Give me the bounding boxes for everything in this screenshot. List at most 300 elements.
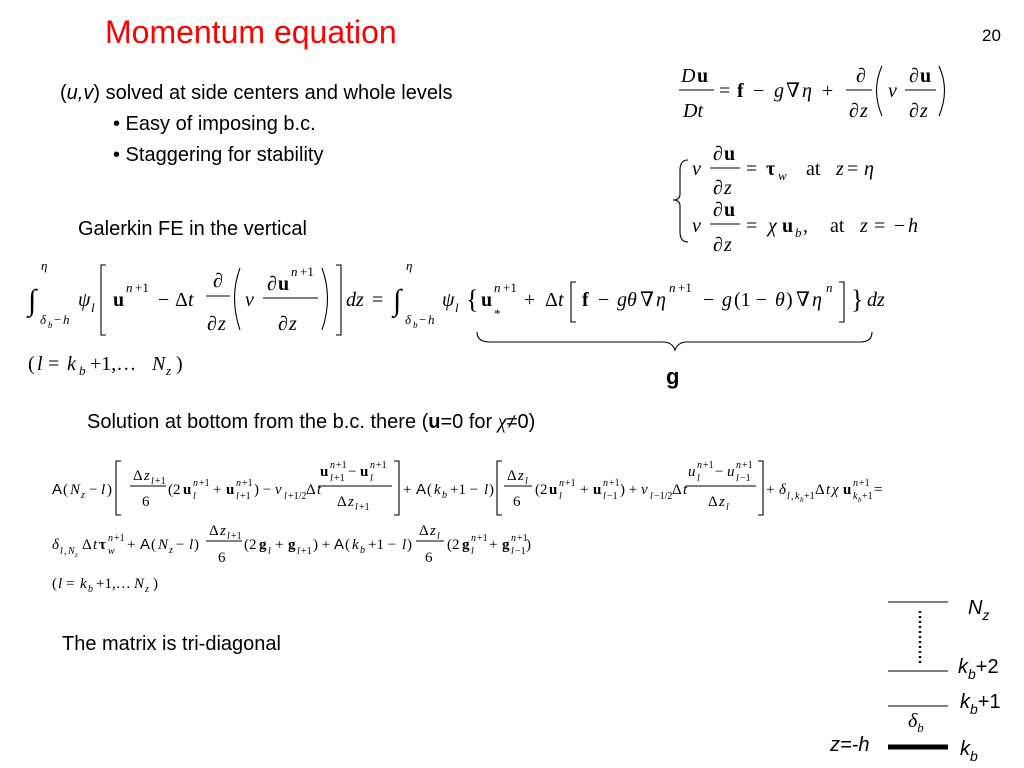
svg-text:l: l [151, 476, 154, 487]
svg-text:+1: +1 [376, 460, 387, 471]
svg-text:D: D [681, 65, 696, 87]
svg-text:g: g [774, 80, 784, 102]
svg-text:h: h [63, 312, 70, 327]
svg-text:(2: (2 [244, 537, 257, 553]
level-label-top-sub: z [982, 607, 990, 623]
intro-prefix: ( [60, 82, 67, 104]
svg-text:n: n [330, 460, 335, 471]
level-label-top-main: N [968, 597, 983, 619]
svg-text:−: − [703, 289, 715, 311]
svg-text:6: 6 [218, 550, 226, 566]
svg-text:): ) [786, 289, 793, 311]
svg-text:l: l [402, 537, 407, 553]
bottom-z-label [830, 734, 869, 757]
svg-text:u: u [782, 215, 794, 237]
svg-text:−: − [419, 312, 427, 327]
svg-text:−1: −1 [740, 473, 751, 484]
svg-text:u: u [481, 289, 493, 311]
svg-text:u: u [724, 199, 736, 221]
svg-text:∂: ∂ [713, 177, 723, 199]
svg-text:l: l [525, 476, 528, 487]
svg-text:u: u [113, 289, 125, 311]
level-label-top [968, 597, 990, 623]
svg-text:−: − [54, 312, 62, 327]
svg-text:z: z [860, 100, 868, 122]
delta-b-main: δ [908, 710, 918, 732]
svg-text:b: b [858, 496, 862, 504]
svg-text:=: = [719, 80, 731, 102]
svg-text:η: η [802, 80, 812, 102]
svg-text:∂: ∂ [267, 273, 277, 295]
svg-text:w: w [778, 168, 787, 183]
svg-text:l: l [101, 482, 106, 498]
svg-text:∇: ∇ [640, 289, 654, 311]
svg-text:−1/2: −1/2 [654, 491, 673, 502]
svg-text:+: + [213, 482, 222, 498]
level-label-kb2 [958, 656, 999, 682]
svg-text:t: t [826, 482, 831, 498]
svg-text:Δ: Δ [133, 468, 143, 484]
svg-text:): ) [489, 482, 494, 498]
svg-text:u: u [697, 65, 709, 87]
svg-text:l: l [484, 482, 489, 498]
svg-text:(2: (2 [168, 482, 181, 498]
svg-text:u: u [724, 143, 736, 165]
svg-text:l: l [736, 473, 739, 484]
svg-text:u: u [183, 482, 192, 498]
svg-text:Δ: Δ [82, 537, 92, 553]
svg-text:∂: ∂ [856, 65, 866, 87]
svg-text:l: l [455, 300, 459, 315]
svg-text:+1,…: +1,… [96, 576, 131, 592]
svg-text:) +: ) + [313, 537, 331, 553]
svg-text:+1: +1 [135, 280, 149, 295]
level-label-kb1 [960, 691, 1001, 717]
svg-text:θ: θ [775, 289, 785, 311]
svg-text:z: z [81, 490, 85, 501]
svg-text:−: − [348, 464, 357, 480]
svg-text:k: k [67, 353, 76, 375]
svg-text:∇: ∇ [786, 80, 800, 102]
svg-text:z: z [218, 313, 226, 335]
svg-text:b: b [360, 545, 365, 556]
level-label-kb1-sub: b [970, 701, 978, 717]
svg-text:∫: ∫ [28, 284, 37, 317]
svg-text:l: l [437, 531, 440, 542]
svg-text:) −: ) − [254, 482, 272, 498]
svg-text:) +: ) + [620, 482, 638, 498]
svg-text:u: u [843, 482, 852, 498]
svg-text:=: = [746, 158, 758, 180]
svg-text:l: l [189, 537, 194, 553]
svg-text:z: z [289, 313, 297, 335]
svg-text:n: n [494, 280, 501, 295]
svg-text:dz: dz [867, 289, 885, 311]
svg-text:ν: ν [275, 482, 282, 498]
svg-text:=: = [874, 482, 883, 498]
svg-text:l: l [284, 491, 287, 502]
svg-text:): ) [107, 482, 112, 498]
svg-text:z: z [348, 494, 354, 510]
svg-text:Δ: Δ [306, 482, 316, 498]
svg-text:+1: +1 [359, 502, 370, 513]
svg-text:(: ( [52, 576, 57, 592]
svg-text:at: at [830, 215, 845, 237]
svg-text:+1: +1 [609, 478, 620, 489]
svg-text:n: n [511, 533, 516, 544]
svg-text:+: + [524, 289, 536, 311]
svg-text:−: − [89, 482, 98, 498]
svg-text:l: l [330, 473, 333, 484]
svg-text:l: l [787, 491, 790, 502]
svg-text:=: = [746, 215, 758, 237]
svg-text:l: l [355, 502, 358, 513]
svg-text:t: t [558, 289, 564, 311]
svg-text:∂: ∂ [909, 65, 919, 87]
svg-text:−: − [753, 80, 765, 102]
svg-text:=: = [847, 158, 859, 180]
level-label-kb2-suffix: +2 [975, 656, 999, 678]
svg-text:k: k [853, 491, 858, 502]
svg-text:(: ( [63, 482, 68, 498]
svg-text:at: at [806, 158, 821, 180]
svg-text:+1: +1 [231, 531, 242, 542]
solution-end: ≠0) [506, 411, 536, 433]
svg-text:z: z [836, 158, 844, 180]
svg-text:N: N [70, 482, 81, 498]
svg-text:): ) [407, 537, 412, 553]
svg-text:χ: χ [832, 482, 839, 498]
svg-text:+1 −: +1 − [450, 482, 479, 498]
bullet-item-2: • Staggering for stability [113, 144, 324, 166]
svg-text:Δ: Δ [708, 494, 718, 510]
svg-text:(: ( [28, 353, 35, 375]
svg-text:n: n [236, 478, 241, 489]
svg-text:l: l [236, 491, 239, 502]
level-label-kb-k: k [960, 738, 970, 760]
svg-text:∂: ∂ [849, 100, 859, 122]
svg-text:Δ: Δ [815, 482, 825, 498]
svg-text:A: A [416, 481, 427, 498]
svg-text:n: n [603, 478, 608, 489]
svg-text:η: η [656, 289, 666, 311]
svg-text:+1: +1 [155, 476, 166, 487]
svg-text:z: z [166, 363, 172, 378]
svg-text:ψ: ψ [442, 289, 455, 311]
bullet-item-1: • Easy of imposing b.c. [113, 113, 316, 135]
svg-text:6: 6 [513, 494, 521, 510]
svg-text:(: ( [427, 482, 432, 498]
svg-text:N: N [134, 576, 145, 592]
svg-text:n: n [669, 280, 676, 295]
svg-text:δ: δ [40, 312, 47, 327]
solution-prefix: Solution at bottom from the b.c. there ( [87, 411, 429, 433]
svg-text:ν: ν [641, 482, 648, 498]
svg-text:ψ: ψ [78, 289, 91, 311]
svg-text:l: l [37, 353, 43, 375]
level-label-kb-sub: b [970, 748, 978, 764]
svg-text:Δ: Δ [209, 523, 219, 539]
svg-text:Δ: Δ [419, 523, 429, 539]
svg-text:l: l [227, 531, 230, 542]
delta-b-sub: b [917, 720, 924, 735]
svg-text:z: z [518, 468, 524, 484]
svg-text:): ) [176, 353, 183, 375]
level-label-kb1-suffix: +1 [977, 691, 1001, 713]
svg-text:g: g [502, 537, 510, 553]
svg-text:z: z [169, 545, 173, 556]
svg-text:+1 −: +1 − [368, 537, 397, 553]
svg-text:Δ: Δ [672, 482, 682, 498]
level-label-kb2-k: k [958, 656, 968, 678]
svg-text:+: + [489, 537, 498, 553]
svg-text:ν: ν [888, 80, 897, 102]
svg-text:b: b [88, 584, 93, 595]
svg-text:−: − [894, 215, 906, 237]
intro-vars: u,v [66, 82, 94, 104]
svg-text:n: n [193, 478, 198, 489]
svg-text:n: n [291, 264, 298, 279]
svg-text:+1: +1 [199, 478, 210, 489]
matrix-note: The matrix is tri-diagonal [62, 633, 281, 655]
svg-text:l: l [697, 473, 700, 484]
svg-text:z: z [724, 177, 732, 199]
svg-text:∂: ∂ [213, 270, 223, 292]
svg-text:∫: ∫ [393, 284, 402, 317]
svg-text:k: k [795, 491, 800, 502]
svg-text:+: + [580, 482, 589, 498]
svg-text:+1: +1 [517, 533, 528, 544]
svg-text:{: { [466, 285, 479, 314]
svg-text:u: u [593, 482, 602, 498]
svg-text:η: η [41, 258, 48, 273]
svg-text:=: = [874, 215, 886, 237]
svg-text:,: , [64, 546, 67, 557]
svg-text:l: l [603, 491, 606, 502]
svg-text:k: k [80, 576, 87, 592]
svg-text:l: l [91, 300, 95, 315]
svg-text:−: − [176, 537, 185, 553]
svg-text:N: N [158, 537, 169, 553]
slide-title: Momentum equation [105, 14, 397, 50]
svg-text:z: z [860, 215, 868, 237]
svg-text:g: g [288, 537, 296, 553]
level-label-kb [960, 738, 978, 764]
svg-text:−: − [715, 464, 724, 480]
svg-text:u: u [320, 464, 329, 480]
svg-text:+1: +1 [114, 533, 125, 544]
svg-text:l: l [58, 576, 63, 592]
svg-text:∂: ∂ [278, 313, 288, 335]
svg-text:−1: −1 [607, 491, 618, 502]
svg-text:t: t [188, 289, 194, 311]
svg-text:+1: +1 [678, 280, 692, 295]
svg-text:h: h [908, 215, 918, 237]
svg-text:Δ: Δ [545, 289, 558, 311]
svg-text:−: − [158, 289, 170, 311]
svg-text:,: , [791, 491, 794, 502]
svg-text:u: u [727, 464, 735, 480]
svg-text:u: u [688, 464, 696, 480]
svg-text:l: l [193, 491, 196, 502]
svg-text:f: f [737, 80, 744, 102]
svg-text:z: z [220, 523, 226, 539]
svg-text:+1: +1 [477, 533, 488, 544]
svg-text:l: l [471, 546, 474, 557]
svg-text:6: 6 [425, 550, 433, 566]
svg-text:N: N [152, 353, 166, 375]
svg-text:g: g [722, 289, 732, 311]
bottom-z-text: z=-h [830, 734, 870, 756]
svg-text:ν: ν [245, 289, 254, 311]
svg-text:+1: +1 [301, 546, 312, 557]
svg-text:l: l [559, 491, 562, 502]
svg-text:u: u [360, 464, 369, 480]
svg-text:δ: δ [779, 482, 786, 498]
svg-text:+1: +1 [336, 460, 347, 471]
svg-text:t: t [683, 482, 688, 498]
svg-text:l: l [297, 546, 300, 557]
svg-text:+1: +1 [503, 280, 517, 295]
svg-text:n: n [559, 478, 564, 489]
svg-text:): ) [526, 537, 531, 553]
svg-text:l: l [726, 502, 729, 513]
page-number: 20 [982, 26, 1001, 45]
svg-text:l: l [268, 546, 271, 557]
svg-text:(1 −: (1 − [734, 289, 767, 311]
svg-text:+1/2: +1/2 [288, 491, 307, 502]
svg-text:dz: dz [346, 289, 364, 311]
svg-text:z: z [724, 234, 732, 256]
svg-text:+1: +1 [703, 460, 714, 471]
svg-text:u: u [278, 273, 290, 295]
svg-text:f: f [582, 289, 589, 311]
svg-text:∂: ∂ [713, 143, 723, 165]
svg-text:τ: τ [99, 537, 106, 553]
svg-text:u: u [549, 482, 558, 498]
svg-text:b: b [795, 225, 802, 240]
svg-text:b: b [48, 320, 53, 330]
solution-bold: u [428, 411, 441, 433]
svg-text:δ: δ [405, 312, 412, 327]
svg-text:k: k [434, 482, 441, 498]
delta-b-label [908, 710, 924, 733]
svg-text:(2: (2 [535, 482, 548, 498]
svg-text:+1: +1 [804, 491, 815, 502]
svg-text:z: z [430, 523, 436, 539]
svg-text:z: z [920, 100, 928, 122]
svg-text:χ: χ [768, 215, 777, 237]
svg-text:A: A [52, 481, 63, 498]
svg-text:g: g [259, 537, 267, 553]
svg-text:z: z [75, 551, 78, 559]
svg-text:b: b [442, 490, 447, 501]
level-label-kb1-k: k [960, 691, 970, 713]
svg-text:+: + [127, 537, 136, 553]
svg-text:η: η [812, 289, 822, 311]
svg-text:+1: +1 [242, 478, 253, 489]
svg-text:t: t [93, 537, 98, 553]
svg-text:ν: ν [692, 158, 701, 180]
svg-text:): ) [153, 576, 158, 592]
svg-text:b: b [413, 320, 418, 330]
svg-text:h: h [428, 312, 435, 327]
svg-text:+1: +1 [859, 478, 870, 489]
svg-text:∂: ∂ [207, 313, 217, 335]
svg-text:+: + [766, 482, 775, 498]
svg-text:u: u [226, 482, 235, 498]
svg-text:g: g [462, 537, 470, 553]
svg-text:b: b [79, 363, 86, 378]
svg-text:u: u [920, 65, 932, 87]
intro-suffix: ) solved at side centers and whole levels [93, 82, 453, 104]
svg-text:l: l [370, 473, 373, 484]
svg-text:+: + [275, 537, 284, 553]
svg-text:k: k [352, 537, 359, 553]
level-label-kb2-sub: b [968, 666, 976, 682]
svg-text:N: N [68, 546, 75, 557]
svg-text:z: z [145, 584, 149, 595]
svg-text:+1: +1 [334, 473, 345, 484]
svg-text:}: } [851, 285, 864, 314]
svg-text:*: * [494, 306, 501, 321]
svg-text:Δ: Δ [507, 468, 517, 484]
svg-text:z: z [144, 468, 150, 484]
svg-text:ν: ν [692, 215, 701, 237]
svg-text:A: A [140, 536, 151, 553]
svg-text:(: ( [151, 537, 156, 553]
svg-text:l: l [511, 546, 514, 557]
svg-text:Δ: Δ [175, 289, 188, 311]
svg-text:∂: ∂ [713, 199, 723, 221]
svg-text:gθ: gθ [617, 289, 637, 311]
svg-text:+1: +1 [300, 264, 314, 279]
svg-text:=: = [66, 576, 75, 592]
svg-text:n: n [826, 280, 833, 295]
svg-text:n: n [471, 533, 476, 544]
svg-text:=: = [372, 289, 384, 311]
svg-text:+: + [822, 80, 834, 102]
svg-text:n: n [126, 280, 133, 295]
svg-text:A: A [334, 536, 345, 553]
svg-text:b: b [800, 496, 804, 504]
svg-text:Dt: Dt [683, 100, 703, 122]
svg-text:−: − [598, 289, 610, 311]
svg-text:n: n [370, 460, 375, 471]
svg-text:+1: +1 [565, 478, 576, 489]
svg-text:+1: +1 [862, 491, 873, 502]
svg-text:η: η [406, 258, 413, 273]
svg-text:(: ( [345, 537, 350, 553]
solution-suffix: =0 for [440, 411, 498, 433]
svg-text:∂: ∂ [713, 234, 723, 256]
svg-text:η: η [864, 158, 874, 180]
svg-text:n: n [736, 460, 741, 471]
svg-text:n: n [108, 533, 113, 544]
svg-text:∇: ∇ [796, 289, 810, 311]
svg-text:,: , [803, 215, 808, 237]
svg-text:−1: −1 [515, 546, 526, 557]
svg-text:n: n [853, 478, 858, 489]
galerkin-label: Galerkin FE in the vertical [78, 218, 307, 240]
g-label: g [666, 364, 680, 389]
svg-text:l: l [650, 491, 653, 502]
svg-text:∂: ∂ [909, 100, 919, 122]
svg-text:+1: +1 [742, 460, 753, 471]
solution-chi: χ [497, 411, 507, 433]
svg-text:(2: (2 [447, 537, 460, 553]
svg-text:n: n [697, 460, 702, 471]
